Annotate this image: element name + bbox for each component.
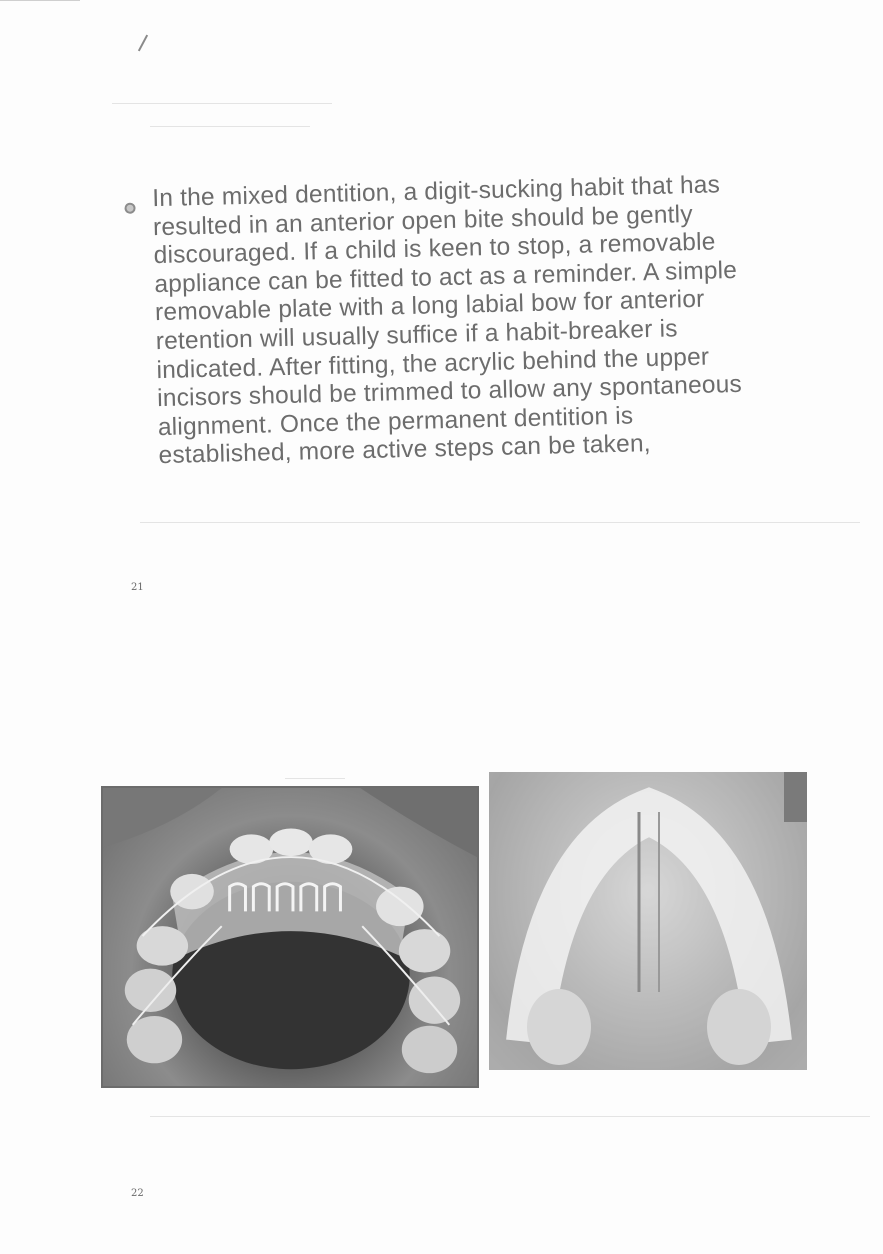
bullet-icon <box>124 203 135 214</box>
pen-mark <box>138 35 148 52</box>
scan-artifact <box>112 103 332 104</box>
appliance-photo-left-graphic <box>103 788 477 1086</box>
appliance-photo-right-graphic <box>489 772 807 1070</box>
appliance-photo-right <box>489 772 807 1070</box>
slide-bullet <box>118 170 765 471</box>
page-number-21: 21 <box>131 582 144 593</box>
bullet-text: In the mixed dentition, a digit-sucking habit that has resulted in an anterior open bite should be gently discouraged. If a child is keen to stop, a removable appliance can be fitted to act as a reminder. A simple removable plate with a long labial bow for anterior retention will usually suffice if a habit-breaker is indicated. After fitting, the acrylic behind the upper incisors should be trimmed to allow any spontaneous alignment. Once the permanent dentition is established, more active steps can be taken, <box>151 171 743 470</box>
scan-artifact <box>0 0 80 1</box>
scan-artifact <box>150 1116 870 1117</box>
appliance-photo-left <box>101 786 479 1088</box>
scan-artifact <box>140 522 860 523</box>
scan-artifact <box>285 778 345 779</box>
scan-artifact <box>150 126 310 127</box>
page-number-22: 22 <box>131 1188 144 1199</box>
